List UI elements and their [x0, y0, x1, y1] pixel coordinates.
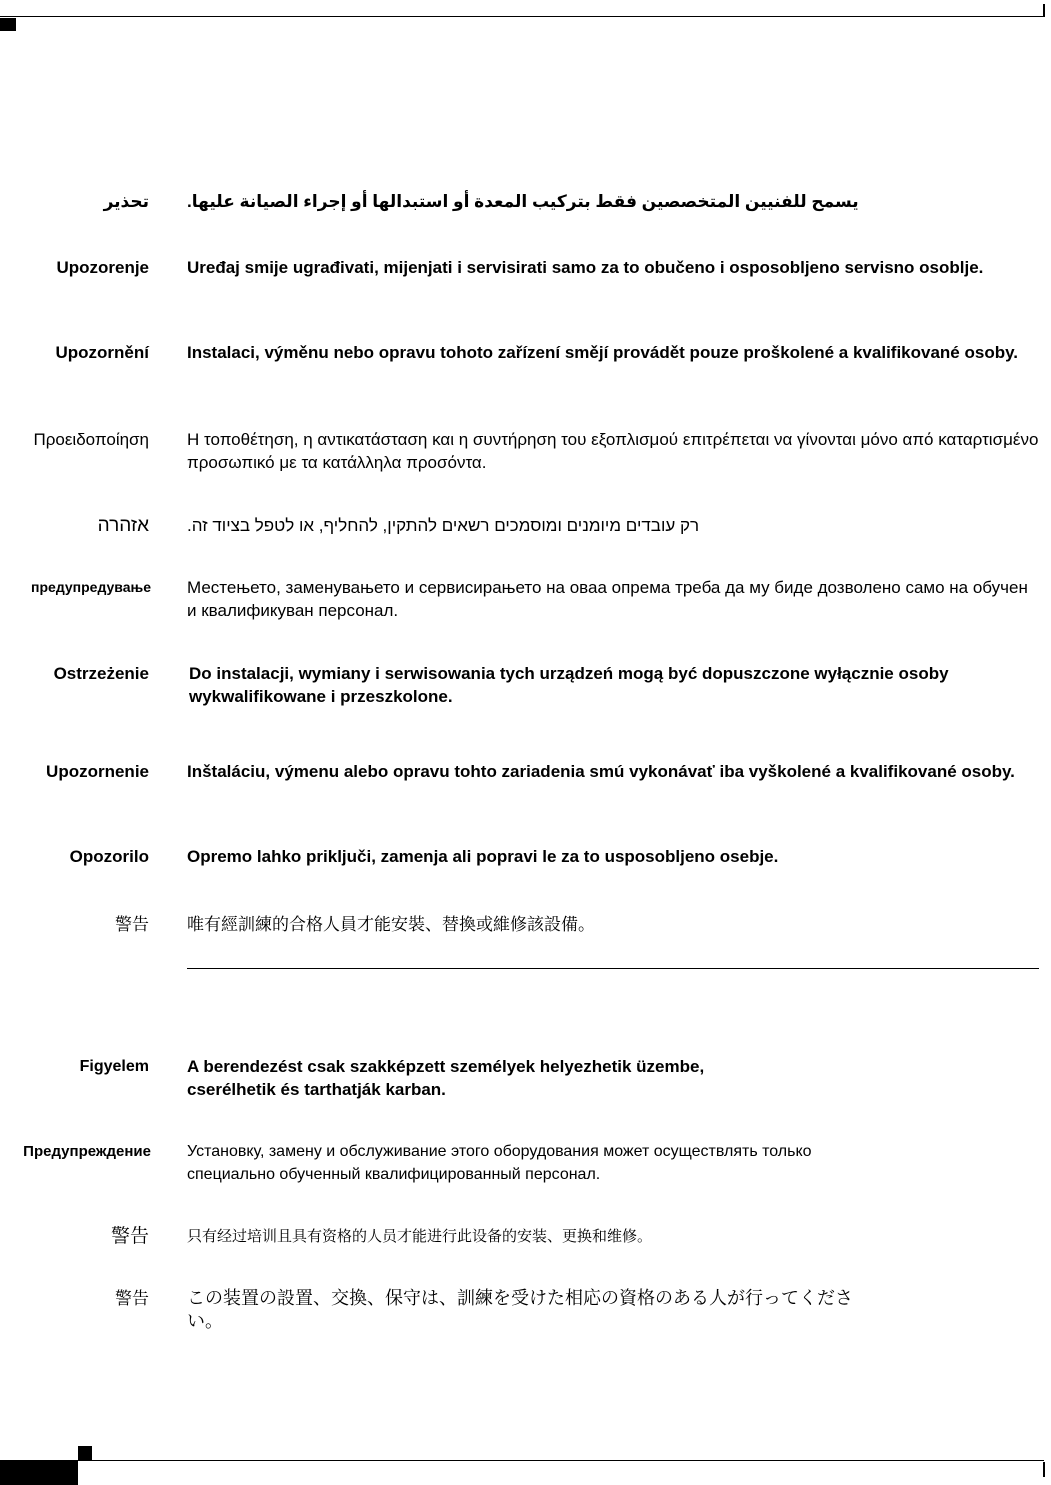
warning-label: Ostrzeżenie [53, 664, 149, 683]
warning-text: Opremo lahko priključi, zamenja ali popravi le za to usposobljeno osebje. [187, 847, 779, 866]
warning-text: רק עובדים מיומנים ומוסמכים רשאים להתקין, להחליף, או לטפל בציוד זה. [187, 516, 700, 535]
warning-text: 唯有經訓練的合格人員才能安裝、替換或維修該設備。 [187, 915, 595, 934]
warning-label: Figyelem [79, 1058, 149, 1075]
bottom-left-bar [0, 1460, 78, 1485]
warning-label: Предупреждение [23, 1143, 151, 1160]
warning-label: Upozornění [55, 343, 149, 362]
warning-text: Местењето, заменувањето и сервисирањето на оваа опрема треба да му биде дозволено само на обучен и квалификуван персонал. [187, 578, 1028, 620]
warning-label: Προειδοποίηση [33, 430, 149, 449]
warning-text: Instalaci, výměnu nebo opravu tohoto zařízení smějí provádět pouze proškolené a kvalifikované osoby. [187, 343, 1019, 362]
warning-text: この装置の設置、交換、保守は、訓練を受けた相応の資格のある人が行ってください。 [187, 1288, 853, 1331]
section-divider [187, 968, 1039, 969]
warning-text: Установку, замену и обслуживание этого оборудования может осуществлять только специально обученный квалифицированный персонал. [187, 1143, 812, 1183]
warning-text: Do instalacji, wymiany i serwisowania tych urządzeń mogą być dopuszczone wyłącznie osoby wykwalifikowane i przeszkolone. [189, 664, 949, 706]
warning-text: Inštaláciu, výmenu alebo opravu tohto zariadenia smú vykonávať iba vyškolené a kvalifikované osoby. [187, 762, 1015, 781]
warning-label: 警告 [110, 1226, 149, 1247]
top-rule [0, 16, 1044, 17]
warning-label: تحذير [103, 192, 149, 211]
warning-text: يسمح للفنيين المتخصصين فقط بتركيب المعدة أو استبدالها أو إجراء الصيانة عليها. [187, 192, 859, 211]
warning-label: 警告 [115, 915, 149, 934]
bottom-rule [78, 1460, 1044, 1461]
warning-label: Upozornenie [46, 762, 149, 781]
warning-text: A berendezést csak szakképzett személyek helyezhetik üzembe, cserélhetik és tarthatják karban. [187, 1057, 705, 1099]
warning-label: Opozorilo [69, 847, 149, 866]
warning-text: 只有经过培训且具有资格的人员才能进行此设备的安装、更换和维修。 [187, 1228, 653, 1245]
top-right-tick [1043, 4, 1045, 17]
top-left-marker [0, 18, 16, 31]
warning-label: 警告 [115, 1289, 149, 1308]
warning-label: Upozorenje [56, 258, 149, 277]
bottom-right-tick [1043, 1462, 1045, 1477]
warning-label: предупредување [31, 579, 151, 595]
warning-label: אזהרה [97, 515, 149, 536]
warning-text: Uređaj smije ugrađivati, mijenjati i servisirati samo za to obučeno i osposobljeno servisno osoblje. [187, 258, 984, 277]
bottom-left-marker [78, 1446, 92, 1460]
warning-text: Η τοποθέτηση, η αντικατάσταση και η συντήρηση του εξοπλισμού επιτρέπεται να γίνονται μόνο από καταρτισμένο προσωπικό με τα κατάλληλα προσόντα. [187, 430, 1039, 472]
